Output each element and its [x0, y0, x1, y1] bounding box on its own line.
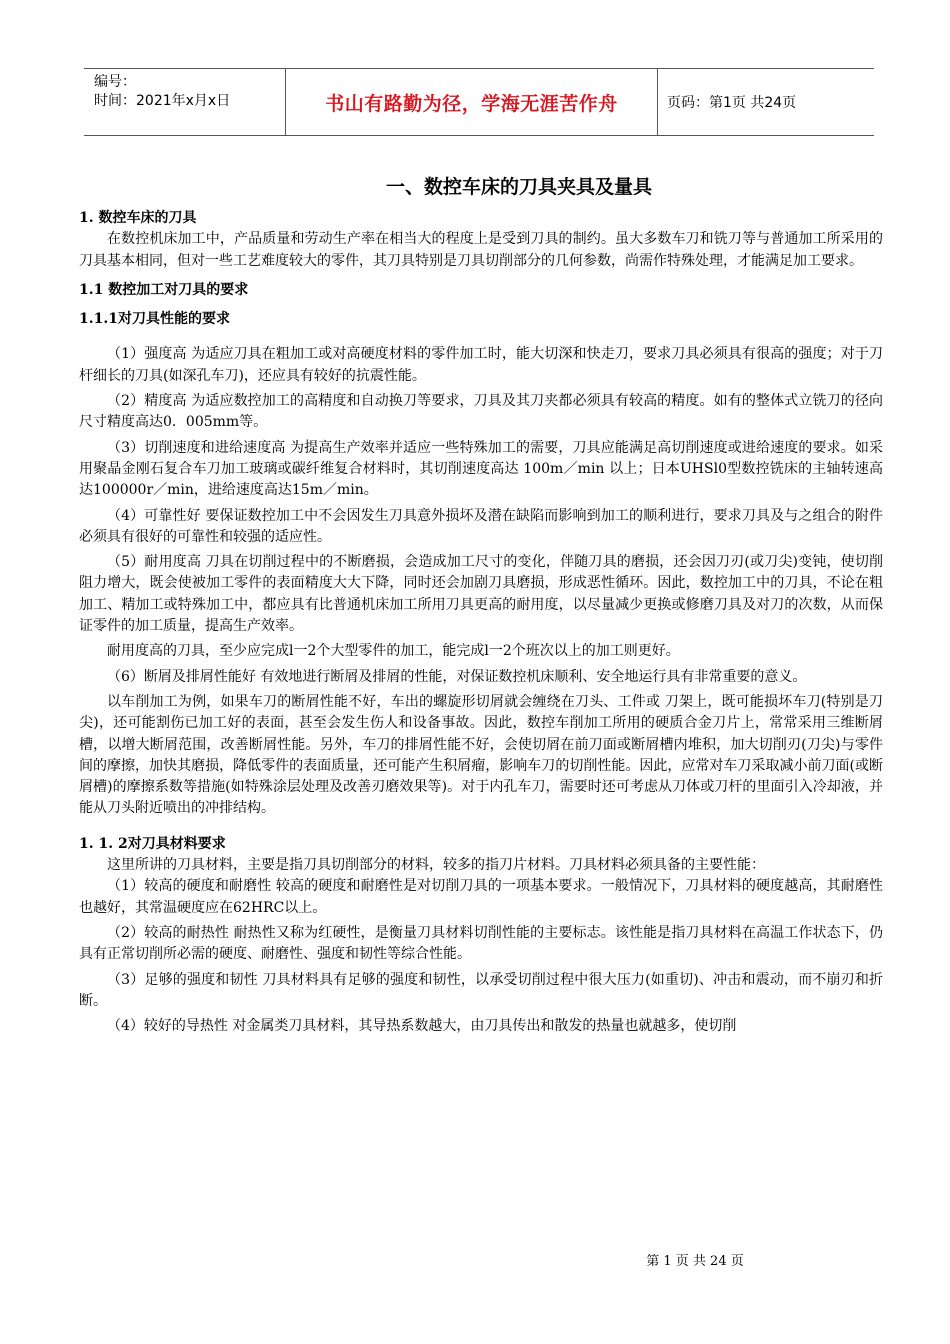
paragraph: （2）精度高 为适应数控加工的高精度和自动换刀等要求，刀具及其刀夹都必须具有较高的精度。如有的整体式立铣刀的径向尺寸精度高达0．005mm等。: [79, 393, 883, 431]
paragraph: 这里所讲的刀具材料，主要是指刀具切削部分的材料，较多的指刀片材料。刀具材料必须具备的主要性能：: [107, 857, 765, 874]
section-1-1-1-heading: 1.1.1对刀具性能的要求: [79, 311, 230, 328]
document-body: [79, 208, 883, 1037]
section-1-1-2-heading: 1. 1. 2对刀具材料要求: [79, 835, 226, 852]
paragraph: （4）较好的导热性 对金属类刀具材料，其导热系数越大，由刀具传出和散发的热量也就越多，使切削: [107, 1018, 737, 1035]
paragraph: 在数控机床加工中，产品质量和劳动生产率在相当大的程度上是受到刀具的制约。虽大多数车刀和铣刀等与普通加工所采用的刀具基本相同，但对一些工艺难度较大的零件，其刀具特别是刀具切削部分的几何参数，尚需作特殊处理，才能满足加工要求。: [79, 231, 883, 269]
header-page-info: 页码：第1页 共24页: [667, 95, 797, 111]
paragraph: （3）足够的强度和韧性 刀具材料具有足够的强度和韧性，以承受切削过程中很大压力(如重切)、冲击和震动，而不崩刃和折断。: [79, 971, 883, 1009]
section-1-heading: 1. 数控车床的刀具: [79, 210, 197, 226]
paragraph: （5）耐用度高 刀具在切削过程中的不断磨损，会造成加工尺寸的变化，伴随刀具的磨损，还会因刀刃(或刀尖)变钝，使切削阻力增大，既会使被加工零件的表面精度大大下降，同时还会加剧刀具磨损，形成恶性循环。因此，数控加工中的刀具，不论在粗加工、精加工或特殊加工中，都应具有比普通机床加工所用刀具更高的耐用度，以尽量减少更换或修磨刀具及对刀的次数，从而保证零件的加工质量，提高生产效率。: [79, 554, 883, 635]
paragraph: （1）较高的硬度和耐磨性 较高的硬度和耐磨性是对切削刀具的一项基本要求。一般情况下，刀具材料的硬度越高，其耐磨性也越好，其常温硬度应在62HRC以上。: [79, 878, 883, 916]
section-1-1-heading: 1.1 数控加工对刀具的要求: [79, 281, 249, 298]
page-header: [84, 68, 874, 136]
paragraph: （2）较高的耐热性 耐热性又称为红硬性，是衡量刀具材料切削性能的主要标志。该性能是指刀具材料在高温工作状态下，仍具有正常切削所必需的硬度、耐磨性、强度和韧性等综合性能。: [79, 924, 883, 963]
serial-label: 编号：: [94, 74, 136, 90]
document-title: 一、数控车床的刀具夹具及量具: [385, 176, 652, 198]
header-left: [94, 73, 284, 111]
paragraph: （6）断屑及排屑性能好 有效地进行断屑及排屑的性能，对保证数控机床顺利、安全地运行具有非常重要的意义。: [107, 668, 807, 685]
paragraph: 耐用度高的刀具，至少应完成l一2个大型零件的加工，能完成l一2个班次以上的加工则更好。: [107, 643, 680, 660]
paragraph: （1）强度高 为适应刀具在粗加工或对高硬度材料的零件加工时，能大切深和快走刀，要求刀具必须具有很高的强度；对于刀杆细长的刀具(如深孔车刀)，还应具有较好的抗震性能。: [79, 346, 883, 384]
paragraph: 以车削加工为例，如果车刀的断屑性能不好，车出的螺旋形切屑就会缠绕在刀头、工件或 刀架上，既可能损坏车刀(特别是刀尖)，还可能割伤已加工好的表面，甚至会发生伤人和设备事故。因此，数控车削加工所用的硬质合金刀片上，常常采用三维断屑槽，以增大断屑范围，改善断屑性能。另外，车刀的排屑性能不好，会使切屑在前刀面或断屑槽内堆积，加大切削刃(刀尖)与零件间的摩擦，加快其磨损，降低零件的表面质量，还可能产生积屑瘤，影响车刀的切削性能。因此，应常对车刀采取减小前刀面(或断屑槽)的摩擦系数等措施(如特殊涂层处理及改善刃磨效果等)。对于内孔车刀，需要时还可考虑从刀体或刀杆的里面引入冷却液，并能从刀头附近喷出的冲排结构。: [79, 693, 883, 817]
paragraph: （4）可靠性好 要保证数控加工中不会因发生刀具意外损坏及潜在缺陷而影响到加工的顺利进行，要求刀具及与之组合的附件必须具有很好的可靠性和较强的适应性。: [79, 507, 883, 545]
date-label: 时间：2021年x月x日: [94, 93, 231, 109]
page-footer: 第 1 页 共 24 页: [646, 1254, 744, 1269]
header-motto: 书山有路勤为径，学海无涯苦作舟: [285, 69, 658, 135]
paragraph: （3）切削速度和进给速度高 为提高生产效率并适应一些特殊加工的需要，刀具应能满足高切削速度或进给速度的要求。如采用聚晶金刚石复合车刀加工玻璃或碳纤维复合材料时，其切削速度高达 100m／min 以上；日本UHSl0型数控铣床的主轴转速高达100000r／min，进给速度高达15m／min。: [79, 439, 883, 499]
